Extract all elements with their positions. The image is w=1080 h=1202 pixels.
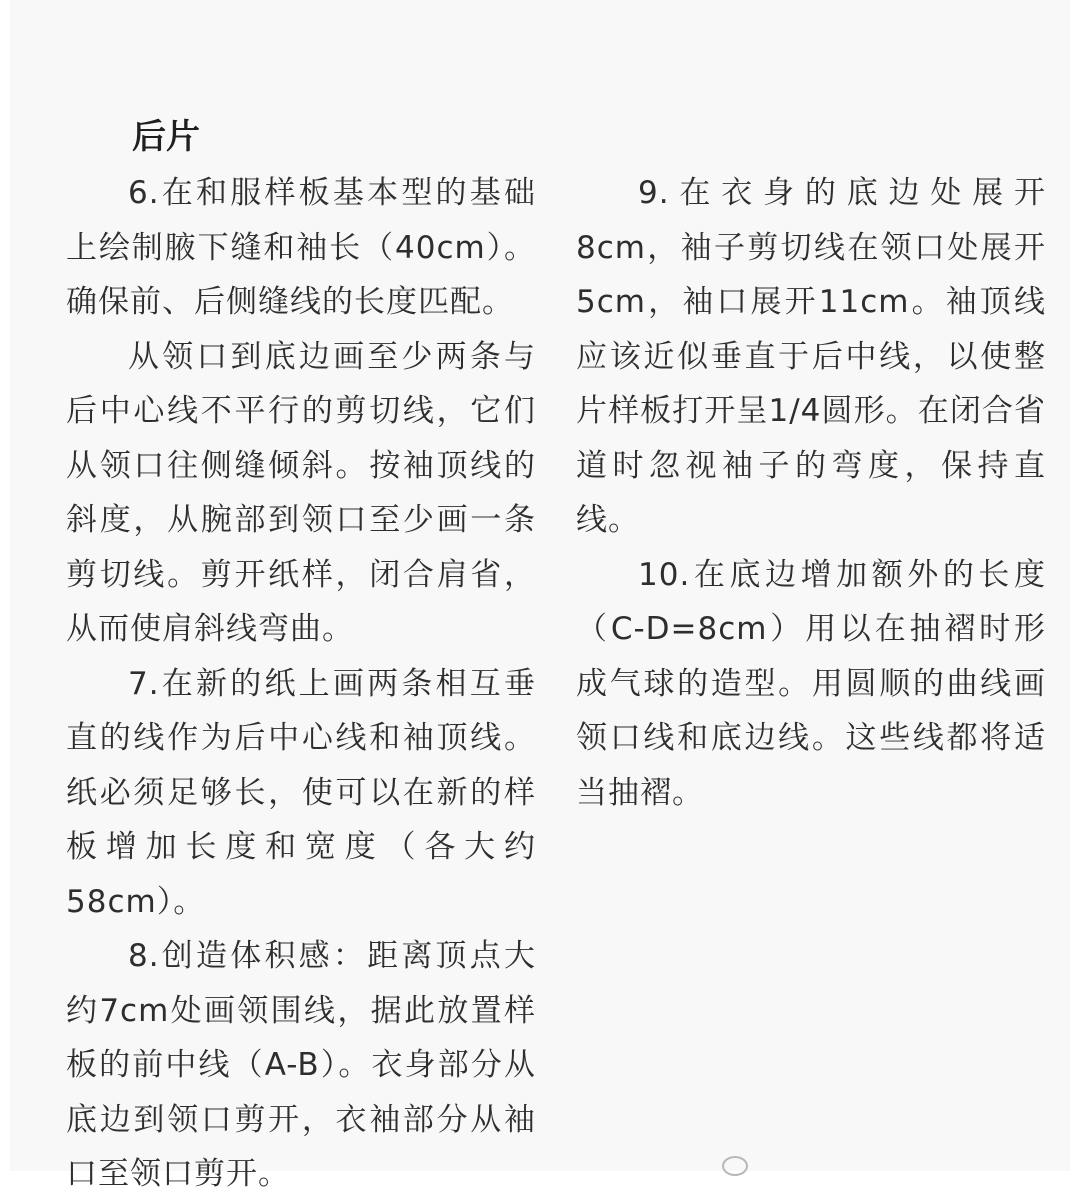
left-column (66, 166, 536, 1202)
paragraph-step-7: 7.在新的纸上画两条相互垂直的线作为后中心线和袖顶线。纸必须足够长，使可以在新的样板增加长度和宽度（各大约58cm）。 (66, 665, 536, 920)
paragraph-step-6: 6.在和服样板基本型的基础上绘制腋下缝和袖长（40cm）。确保前、后侧缝线的长度匹配。 (66, 175, 536, 320)
paragraph-step-9: 9.在衣身的底边处展开8cm，袖子剪切线在领口处展开5cm，袖口展开11cm。袖顶线应该近似垂直于后中线，以使整片样板打开呈1/4圆形。在闭合省道时忽视袖子的弯度，保持直线。 (576, 175, 1046, 538)
paragraph-cut-lines: 从领口到底边画至少两条与后中心线不平行的剪切线，它们从领口往侧缝倾斜。按袖顶线的斜度，从腕部到领口至少画一条剪切线。剪开纸样，闭合肩省，从而使肩斜线弯曲。 (66, 338, 536, 647)
document-page (10, 0, 1070, 1192)
right-column (576, 166, 1046, 820)
wechat-icon (722, 1156, 748, 1176)
paragraph-step-8: 8.创造体积感：距离顶点大约7cm处画领围线，据此放置样板的前中线（A-B）。衣身部分从底边到领口剪开，衣袖部分从袖口至领口剪开。 (66, 938, 536, 1192)
watermark (722, 1150, 756, 1180)
section-title: 后片 (132, 117, 200, 157)
paragraph-step-10: 10.在底边增加额外的长度（C-D=8cm）用以在抽褶时形成气球的造型。用圆顺的曲线画领口线和底边线。这些线都将适当抽褶。 (576, 556, 1047, 811)
